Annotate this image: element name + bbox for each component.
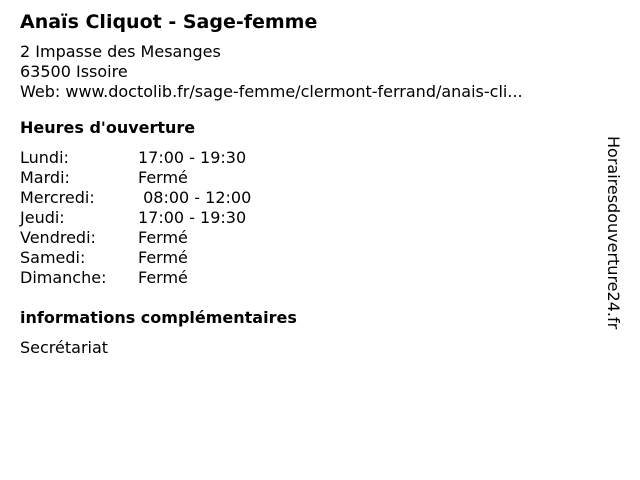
time-value: 17:00 - 19:30	[138, 208, 247, 227]
info-text: Secrétariat	[20, 338, 109, 357]
day-label: Vendredi:	[20, 228, 96, 247]
time-value: 08:00 - 12:00	[138, 188, 252, 207]
day-label: Samedi:	[20, 248, 86, 267]
time-value: 17:00 - 19:30	[138, 148, 247, 167]
hours-row-tuesday	[20, 168, 600, 188]
hours-row-saturday	[20, 248, 600, 268]
listing-card	[20, 10, 600, 358]
hours-table	[20, 148, 600, 288]
day-label: Mardi:	[20, 168, 70, 187]
address-city: 63500 Issoire	[20, 62, 128, 81]
hours-row-friday	[20, 228, 600, 248]
hours-row-sunday	[20, 268, 600, 288]
day-label: Mercredi:	[20, 188, 95, 207]
day-label: Lundi:	[20, 148, 69, 167]
time-value: Fermé	[138, 268, 188, 287]
website-link[interactable]: Web: www.doctolib.fr/sage-femme/clermont-ferrand/anais-cli...	[20, 82, 523, 101]
page-title: Anaïs Cliquot - Sage-femme	[20, 11, 318, 33]
hours-heading: Heures d'ouverture	[20, 118, 196, 137]
time-value: Fermé	[138, 248, 188, 267]
hours-row-thursday	[20, 208, 600, 228]
day-label: Dimanche:	[20, 268, 107, 287]
hours-row-monday	[20, 148, 600, 168]
address-block	[20, 42, 600, 102]
info-heading: informations complémentaires	[20, 308, 297, 327]
day-label: Jeudi:	[20, 208, 65, 227]
address-street: 2 Impasse des Mesanges	[20, 42, 221, 61]
site-watermark: Horairesdouverture24.fr	[604, 136, 623, 330]
hours-row-wednesday	[20, 188, 600, 208]
time-value: Fermé	[138, 168, 188, 187]
time-value: Fermé	[138, 228, 188, 247]
